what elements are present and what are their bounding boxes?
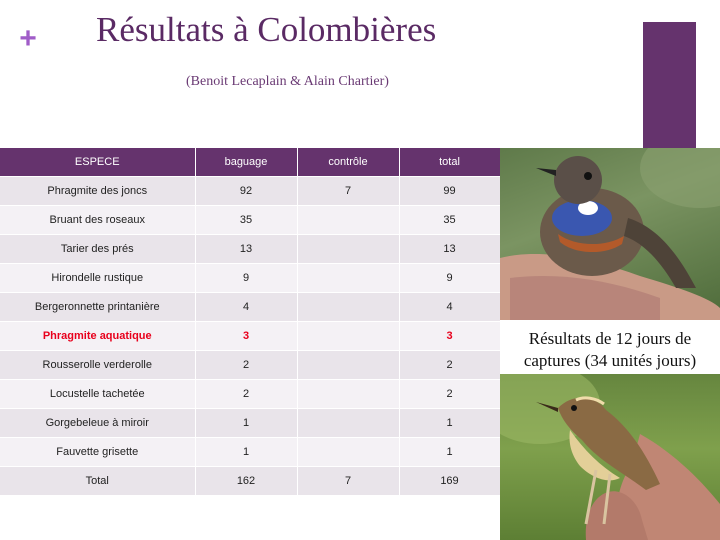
cell-total: 4 (399, 293, 500, 322)
results-table (0, 148, 501, 495)
photo-caption (500, 328, 720, 372)
cell-espece: Tarier des prés (0, 235, 195, 264)
cell-total: 169 (399, 467, 500, 496)
cell-baguage: 2 (195, 351, 297, 380)
cell-total: 9 (399, 264, 500, 293)
cell-espece: Total (0, 467, 195, 496)
cell-total: 2 (399, 351, 500, 380)
cell-total: 3 (399, 322, 500, 351)
cell-total: 2 (399, 380, 500, 409)
cell-controle (297, 293, 399, 322)
cell-baguage: 2 (195, 380, 297, 409)
cell-espece: Rousserolle verderolle (0, 351, 195, 380)
caption-line-1: Résultats de 12 jours de (528, 329, 692, 348)
cell-controle (297, 206, 399, 235)
table-row (0, 293, 500, 322)
table-row (0, 206, 500, 235)
table-row (0, 264, 500, 293)
table-header-row (0, 148, 500, 177)
table-row (0, 438, 500, 467)
table-row (0, 351, 500, 380)
table-row (0, 380, 500, 409)
table-row (0, 409, 500, 438)
header-espece: ESPECE (0, 148, 195, 177)
header-controle: contrôle (297, 148, 399, 177)
header-baguage: baguage (195, 148, 297, 177)
cell-espece: Gorgebeleue à miroir (0, 409, 195, 438)
cell-controle (297, 380, 399, 409)
accent-bar (643, 22, 696, 148)
cell-espece: Fauvette grisette (0, 438, 195, 467)
cell-total: 1 (399, 438, 500, 467)
cell-controle (297, 235, 399, 264)
cell-controle (297, 264, 399, 293)
cell-controle: 7 (297, 177, 399, 206)
cell-controle (297, 351, 399, 380)
slide-title: Résultats à Colombières (96, 10, 437, 49)
table-row (0, 177, 500, 206)
cell-total: 99 (399, 177, 500, 206)
cell-baguage: 1 (195, 409, 297, 438)
cell-baguage: 92 (195, 177, 297, 206)
cell-baguage: 13 (195, 235, 297, 264)
cell-espece: Bergeronnette printanière (0, 293, 195, 322)
cell-espece: Locustelle tachetée (0, 380, 195, 409)
cell-baguage: 162 (195, 467, 297, 496)
cell-baguage: 3 (195, 322, 297, 351)
table-row (0, 467, 500, 496)
cell-total: 13 (399, 235, 500, 264)
cell-baguage: 4 (195, 293, 297, 322)
cell-espece: Bruant des roseaux (0, 206, 195, 235)
cell-espece: Phragmite aquatique (0, 322, 195, 351)
table-row (0, 235, 500, 264)
caption-line-2: captures (34 unités jours) (523, 351, 697, 370)
cell-baguage: 1 (195, 438, 297, 467)
cell-espece: Hirondelle rustique (0, 264, 195, 293)
cell-espece: Phragmite des joncs (0, 177, 195, 206)
cell-total: 35 (399, 206, 500, 235)
cell-total: 1 (399, 409, 500, 438)
table-row (0, 322, 500, 351)
plus-icon: + (19, 22, 37, 55)
cell-baguage: 35 (195, 206, 297, 235)
header-total: total (399, 148, 500, 177)
cell-controle (297, 409, 399, 438)
cell-controle: 7 (297, 467, 399, 496)
cell-controle (297, 322, 399, 351)
cell-baguage: 9 (195, 264, 297, 293)
bluethroat-photo (500, 148, 720, 320)
aquatic-warbler-photo (500, 374, 720, 540)
slide-subtitle: (Benoit Lecaplain & Alain Chartier) (186, 74, 389, 89)
cell-controle (297, 438, 399, 467)
